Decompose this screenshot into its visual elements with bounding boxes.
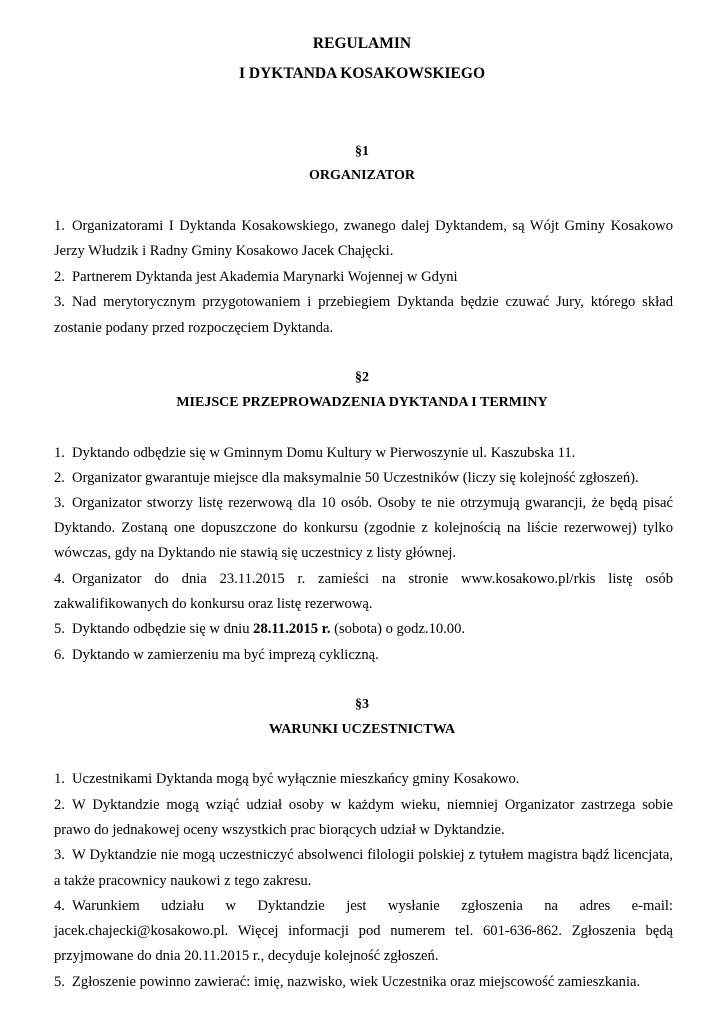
section-2-item-6: 6. Dyktando w zamierzeniu ma być imprezą cykliczną. [54,643,673,669]
section-1-item-3-line-1: 3. Nad merytorycznym przygotowaniem i przebiegiem Dyktanda będzie czuwać Jury, którego skład [54,290,673,316]
item-number: 2. [54,470,65,486]
item-number: 5. [54,621,65,637]
item-number: 2. [54,269,65,285]
section-3-item-3-line-1: 3. W Dyktandzie nie mogą uczestniczyć absolwenci filologii polskiej z tytułem magistra bądź licencjata, [54,843,673,869]
section-3-symbol: §3 [355,697,369,712]
section-3-heading: WARUNKI UCZESTNICTWA [268,722,456,737]
section-1-item-3-line-2: zostanie podany przed rozpoczęciem Dyktanda. [54,320,334,336]
section-2-symbol: §2 [355,370,369,385]
section-2-item-3-line-2: Dyktando. Zostaną one dopuszczone do konkursu (zgodnie z kolejnością na liście rezerwowej) tylko [54,520,673,536]
section-2-item-1: 1. Dyktando odbędzie się w Gminnym Domu Kultury w Pierwoszynie ul. Kaszubska 11. [54,441,673,467]
section-2-item-5: 5. Dyktando odbędzie się w dniu 28.11.2015 r. (sobota) o godz.10.00. [54,617,673,643]
section-3-item-3-line-2: a także pracownicy naukowi z tego zakresu. [54,873,312,889]
section-1-heading: ORGANIZATOR [308,168,416,183]
item-number: 4. [54,571,65,587]
section-3-item-2-line-2: prawo do jednakowej oceny wszystkich prac biorących udział w Dyktandzie. [54,822,505,838]
section-2-item-3-line-1: 3. Organizator stworzy listę rezerwową dla 10 osób. Osoby te nie otrzymują gwarancji, że będą pisać [54,491,673,517]
section-1-item-2: 2. Partnerem Dyktanda jest Akademia Marynarki Wojennej w Gdyni [54,265,673,291]
item-number: 3. [54,495,65,511]
item-number: 3. [54,847,65,863]
item-number: 4. [54,898,65,914]
section-1-symbol: §1 [355,144,369,159]
section-2-item-3-line-3: wówczas, gdy na Dyktando nie stawią się uczestnicy z listy głównej. [54,545,457,561]
section-2-heading: MIEJSCE PRZEPROWADZENIA DYKTANDA I TERMINY [176,395,548,410]
item-number: 1. [54,445,65,461]
section-2-item-4-line-1: 4. Organizator do dnia 23.11.2015 r. zamieści na stronie www.kosakowo.pl/rkis listę osób [54,567,673,593]
section-3-item-1: 1. Uczestnikami Dyktanda mogą być wyłącznie mieszkańcy gminy Kosakowo. [54,767,673,793]
item-number: 5. [54,974,65,990]
section-1-item-1-line-1: 1. Organizatorami I Dyktanda Kosakowskiego, zwanego dalej Dyktandem, są Wójt Gminy Kosakowo [54,214,673,240]
section-3-item-5: 5. Zgłoszenie powinno zawierać: imię, nazwisko, wiek Uczestnika oraz miejscowość zamieszkania. [54,970,673,996]
section-3-item-4-line-1: 4. Warunkiem udziału w Dyktandzie jest wysłanie zgłoszenia na adres e-mail: [54,894,673,920]
section-2-item-2: 2. Organizator gwarantuje miejsce dla maksymalnie 50 Uczestników (liczy się kolejność zgłoszeń). [54,466,673,492]
item-number: 3. [54,294,65,310]
item-number: 2. [54,797,65,813]
section-2-item-4-line-2: zakwalifikowanych do konkursu oraz listę rezerwową. [54,596,373,612]
section-3-item-4-line-2: jacek.chajecki@kosakowo.pl. Więcej informacji pod numerem tel. 601-636-862. Zgłoszenia będą [54,923,673,939]
document-subtitle: I DYKTANDA KOSAKOWSKIEGO [238,65,486,82]
item-number: 6. [54,647,65,663]
item-number: 1. [54,771,65,787]
item-number: 1. [54,218,65,234]
section-1-item-1-line-2: Jerzy Włudzik i Radny Gminy Kosakowo Jacek Chajęcki. [54,243,394,259]
section-3-item-2-line-1: 2. W Dyktandzie mogą wziąć udział osoby w każdym wieku, niemniej Organizator zastrzega sobie [54,793,673,819]
event-date: 28.11.2015 r. [253,621,331,637]
document-title: REGULAMIN [312,35,412,52]
section-3-item-4-line-3: przyjmowane do dnia 20.11.2015 r., decyduje kolejność zgłoszeń. [54,948,439,964]
